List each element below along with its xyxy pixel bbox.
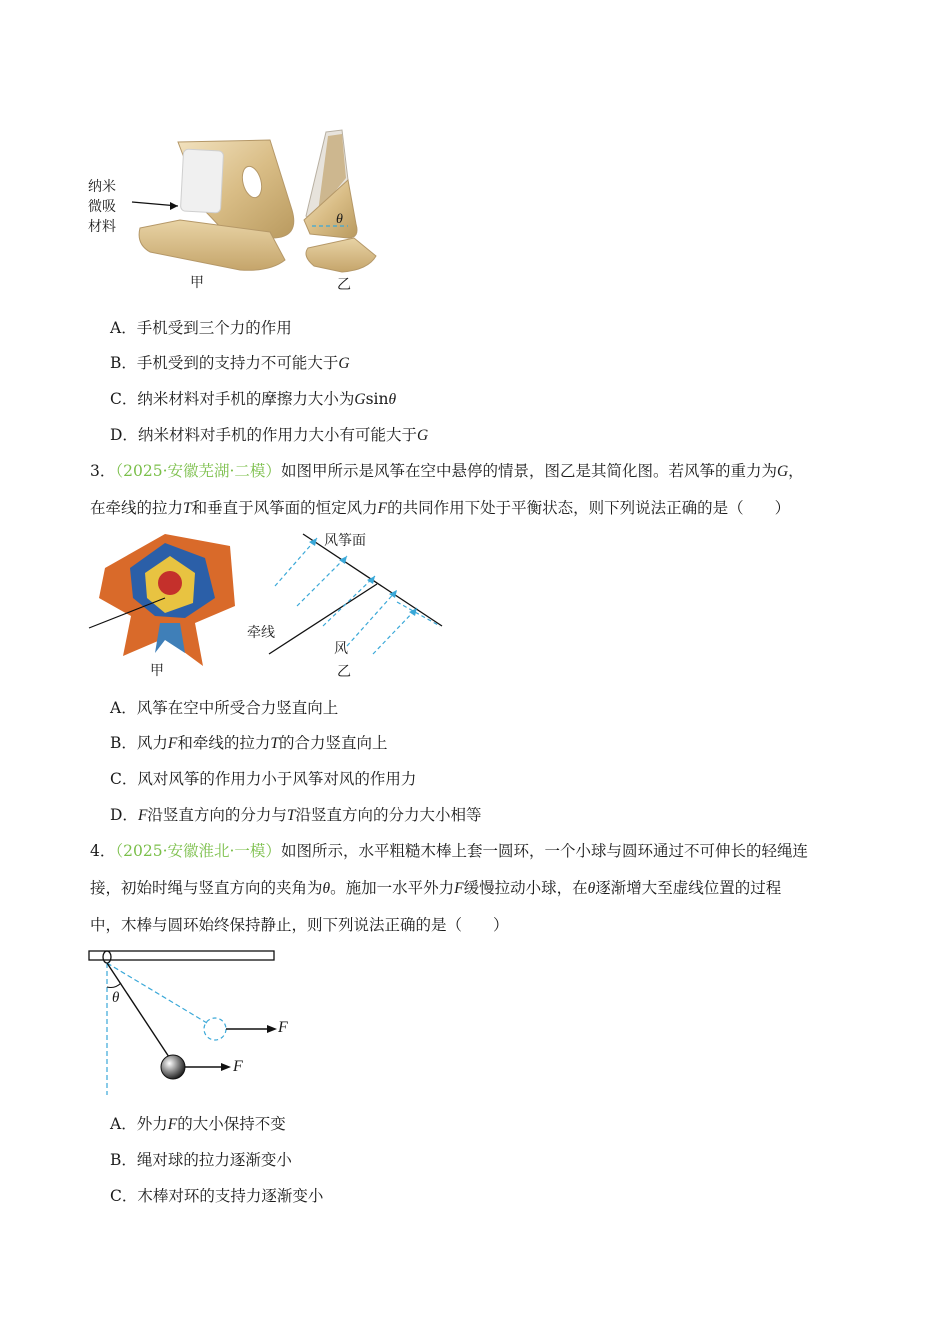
q4-stem-line-1 — [90, 840, 808, 862]
stem-text: 的共同作用下处于平衡状态，则下列说法正确的是（ ） — [387, 499, 791, 517]
option-letter: B． — [110, 354, 137, 372]
option-text: 手机受到的支持力不可能大于 — [136, 354, 339, 372]
stem-text: 缓慢拉动小球，在 — [463, 879, 588, 897]
kite-caption-yi: 乙 — [337, 664, 351, 680]
option-letter: B． — [110, 1151, 137, 1169]
option-text: 外力 — [136, 1115, 168, 1133]
option-text: 沿竖直方向的分力与 — [147, 806, 287, 824]
q4-stem-line-3 — [90, 914, 509, 936]
option-letter: D． — [110, 426, 138, 444]
dashed-ball — [204, 1018, 226, 1040]
option-text: 风力 — [136, 734, 168, 752]
option-letter: A． — [110, 699, 137, 717]
question-source: （2025·安徽芜湖·二模） — [115, 462, 281, 480]
var-t: T — [286, 807, 296, 824]
ball — [161, 1055, 185, 1079]
q3-option-b[interactable] — [110, 732, 388, 755]
var-theta: θ — [388, 391, 397, 408]
phone-stand-figure — [80, 120, 380, 300]
option-text: 的合力竖直向上 — [279, 734, 388, 752]
option-letter: D． — [110, 806, 138, 824]
var-f: F — [167, 735, 178, 752]
option-text: 手机受到三个力的作用 — [136, 319, 292, 337]
var-g: G — [338, 355, 350, 372]
option-letter: A． — [110, 1115, 137, 1133]
pendulum-figure — [85, 945, 305, 1100]
q3-stem-line-1 — [90, 460, 804, 483]
q3-option-c[interactable] — [110, 768, 416, 790]
stem-text: 中，木棒与圆环始终保持静止，则下列说法正确的是（ ） — [90, 916, 509, 934]
var-f: F — [137, 807, 148, 824]
kite-diagram — [269, 534, 442, 654]
option-text: 风筝在空中所受合力竖直向上 — [136, 699, 339, 717]
nano-label-line-2: 微吸 — [88, 199, 116, 215]
wind-label: 风 — [334, 641, 348, 657]
q3-option-a[interactable] — [110, 697, 338, 719]
q3-option-d[interactable] — [110, 804, 482, 827]
option-letter: C． — [110, 390, 138, 408]
option-text: 的大小保持不变 — [177, 1115, 286, 1133]
q3-stem-line-2 — [90, 497, 790, 520]
stem-text: 如图甲所示是风筝在空中悬停的情景，图乙是其简化图。若风筝的重力为 — [280, 462, 777, 480]
q4-option-b[interactable] — [110, 1149, 292, 1171]
stem-text: 如图所示，水平粗糙木棒上套一圆环，一个小球与圆环通过不可伸长的轻绳连 — [280, 842, 808, 860]
option-text: 纳米材料对手机的作用力大小有可能大于 — [137, 426, 417, 444]
stem-text: 逐渐增大至虚线位置的过程 — [595, 879, 782, 897]
question-number: 4． — [90, 842, 116, 860]
q4-option-a[interactable] — [110, 1113, 286, 1136]
kite-surface-label: 风筝面 — [324, 533, 366, 549]
option-text: 绳对球的拉力逐渐变小 — [136, 1151, 292, 1169]
option-letter: C． — [110, 1187, 138, 1205]
var-f: F — [454, 880, 464, 897]
option-text: 纳米材料对手机的摩擦力大小为 — [137, 390, 355, 408]
caption-jia: 甲 — [190, 275, 204, 291]
var-g: G — [354, 391, 366, 408]
var-t: T — [183, 500, 192, 517]
stem-text: 在牵线的拉力 — [90, 499, 184, 517]
option-text: 沿竖直方向的分力大小相等 — [295, 806, 482, 824]
force-label-2: F — [233, 1058, 243, 1075]
force-label-1: F — [278, 1019, 288, 1036]
dashed-rope — [107, 963, 207, 1023]
rope — [107, 963, 169, 1057]
stem-text: 接，初始时绳与竖直方向的夹角为 — [90, 879, 323, 897]
stem-text: 和垂直于风筝面的恒定风力 — [191, 499, 378, 517]
nano-label-line-1: 纳米 — [88, 179, 116, 195]
nano-label-line-3: 材料 — [88, 219, 116, 235]
q4-stem-line-2 — [90, 877, 781, 900]
var-f: F — [167, 1116, 178, 1133]
option-text: 风对风筝的作用力小于风筝对风的作用力 — [137, 770, 417, 788]
option-letter: A． — [110, 319, 137, 337]
sin-text: sin — [365, 390, 389, 408]
q2-option-a[interactable] — [110, 317, 292, 339]
kite-string-label: 牵线 — [247, 625, 275, 641]
var-g: G — [416, 427, 429, 444]
var-theta: θ — [322, 880, 331, 897]
caption-yi: 乙 — [337, 277, 351, 293]
option-text: 和牵线的拉力 — [177, 734, 271, 752]
var-t: T — [270, 735, 280, 752]
question-number: 3． — [90, 462, 116, 480]
theta-label-stand: θ — [336, 212, 343, 227]
pendulum-theta: θ — [112, 990, 120, 1006]
var-theta: θ — [587, 880, 596, 897]
kite-caption-jia: 甲 — [150, 663, 164, 679]
var-g: G — [776, 463, 789, 480]
q2-option-d[interactable] — [110, 424, 428, 447]
stem-text: 。施加一水平外力 — [330, 879, 455, 897]
question-source: （2025·安徽淮北·一模） — [115, 842, 281, 860]
q2-option-b[interactable] — [110, 352, 350, 375]
var-f: F — [377, 500, 388, 517]
q2-option-c[interactable] — [110, 388, 396, 411]
wooden-rod — [89, 951, 274, 960]
option-text: 木棒对环的支持力逐渐变小 — [137, 1187, 324, 1205]
kite-photo — [89, 534, 235, 666]
kite-figure — [85, 528, 455, 678]
option-letter: B． — [110, 734, 137, 752]
q4-option-c[interactable] — [110, 1185, 323, 1207]
stand-b-shape — [304, 130, 376, 272]
stem-text: ， — [788, 462, 804, 480]
option-letter: C． — [110, 770, 138, 788]
